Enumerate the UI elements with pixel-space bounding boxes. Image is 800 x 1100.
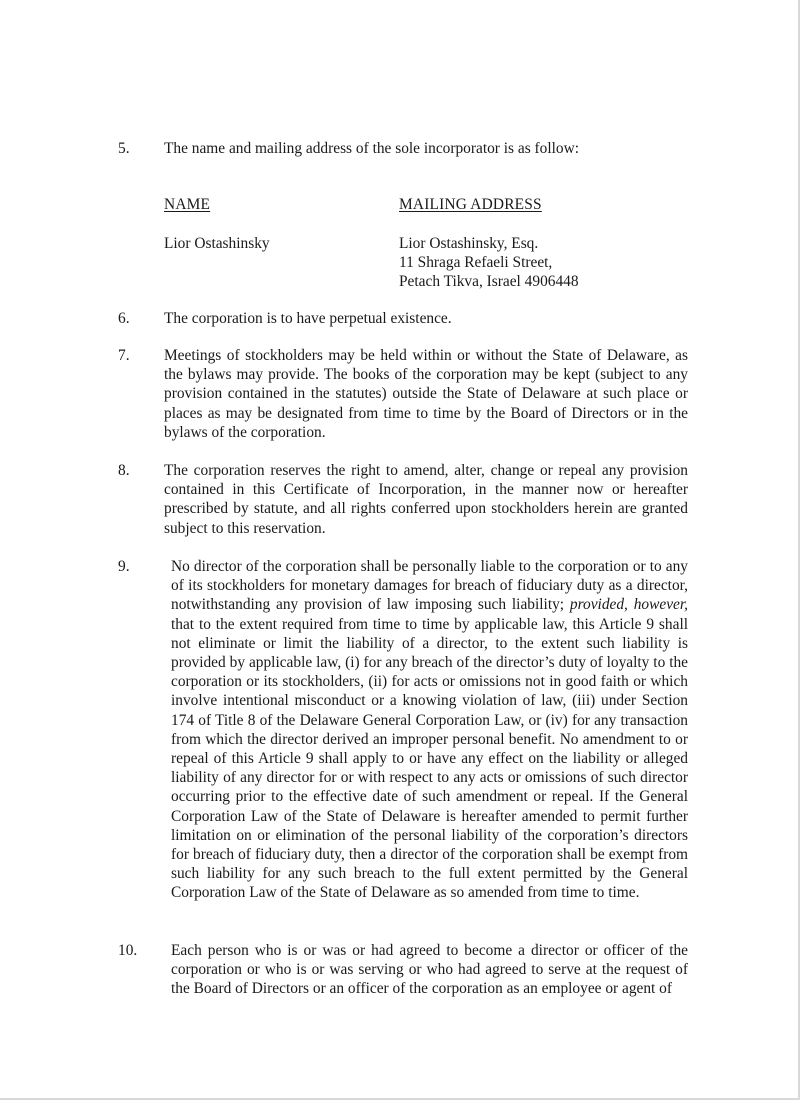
section-number: 6. — [118, 310, 130, 327]
mailing-address-column-header: MAILING ADDRESS — [399, 196, 542, 213]
incorporator-name: Lior Ostashinsky — [164, 235, 270, 252]
section-number: 9. — [118, 558, 130, 575]
address-line: Petach Tikva, Israel 4906448 — [399, 273, 579, 291]
section-text — [171, 557, 688, 903]
section-text: Each person who is or was or had agreed to become a director or officer of the corporation or who is or was serving or who had agreed to serve at the request of the Board of Directors or an officer of the corporation as an employee or agent of — [171, 942, 688, 998]
name-column-header: NAME — [164, 196, 211, 213]
section-text: The corporation reserves the right to amend, alter, change or repeal any provision contained in this Certificate of Incorporation, in the manner now or hereafter prescribed by statute, and all rights conferred upon stockholders herein are granted subject to this reservation. — [164, 462, 688, 537]
section-number: 7. — [118, 347, 130, 364]
section-number: 10. — [118, 942, 138, 959]
address-line: Lior Ostashinsky, Esq. — [399, 235, 539, 252]
section-text-part: No director of the corporation shall be personally liable to the corporation or to any of its stockholders for monetary damages for breach of fiduciary duty as a director, notwithstanding any provision of law imposing such liability; — [171, 558, 688, 614]
section-number: 8. — [118, 462, 130, 479]
section-number: 5. — [118, 140, 130, 157]
section-text-italic: provided, however, — [569, 596, 689, 614]
address-line: 11 Shraga Refaeli Street, — [399, 254, 553, 272]
section-text: The corporation is to have perpetual existence. — [164, 310, 452, 327]
section-text: The name and mailing address of the sole incorporator is as follow: — [164, 140, 580, 157]
incorporator-address — [399, 234, 579, 292]
section-text: Meetings of stockholders may be held within or without the State of Delaware, as the bylaws may provide. The books of the corporation may be kept (subject to any provision contained in the statutes) outside the State of Delaware at such place or places as may be designated from time to time by the Board of Directors or in the bylaws of the corporation. — [164, 347, 688, 441]
section-text-part: that to the extent required from time to time by applicable law, this Article 9 shall not eliminate or limit the liability of a director, to the extent such liability is provided by applicable law, (i) for any breach of the director’s duty of loyalty to the corporation or its stockholders, (ii) for acts or omissions not in good faith or which involve intentional misconduct or a knowing violation of law, (iii) under Section 174 of Title 8 of the Delaware General Corporation Law, or (iv) for any transaction from which the director derived an improper personal benefit. No amendment to or repeal of this Article 9 shall apply to or have any effect on the liability or alleged liability of any director for or with respect to any acts or omissions of such director occurring prior to the effective date of such amendment or repeal. If the General Corporation Law of the State of Delaware is hereafter amended to permit further limitation on or elimination of the personal liability of the corporation’s directors for breach of fiduciary duty, then a director of the corporation shall be exempt from such liability for any such breach to the full extent permitted by the General Corporation Law of the State of Delaware as so amended from time to time. — [171, 615, 688, 902]
